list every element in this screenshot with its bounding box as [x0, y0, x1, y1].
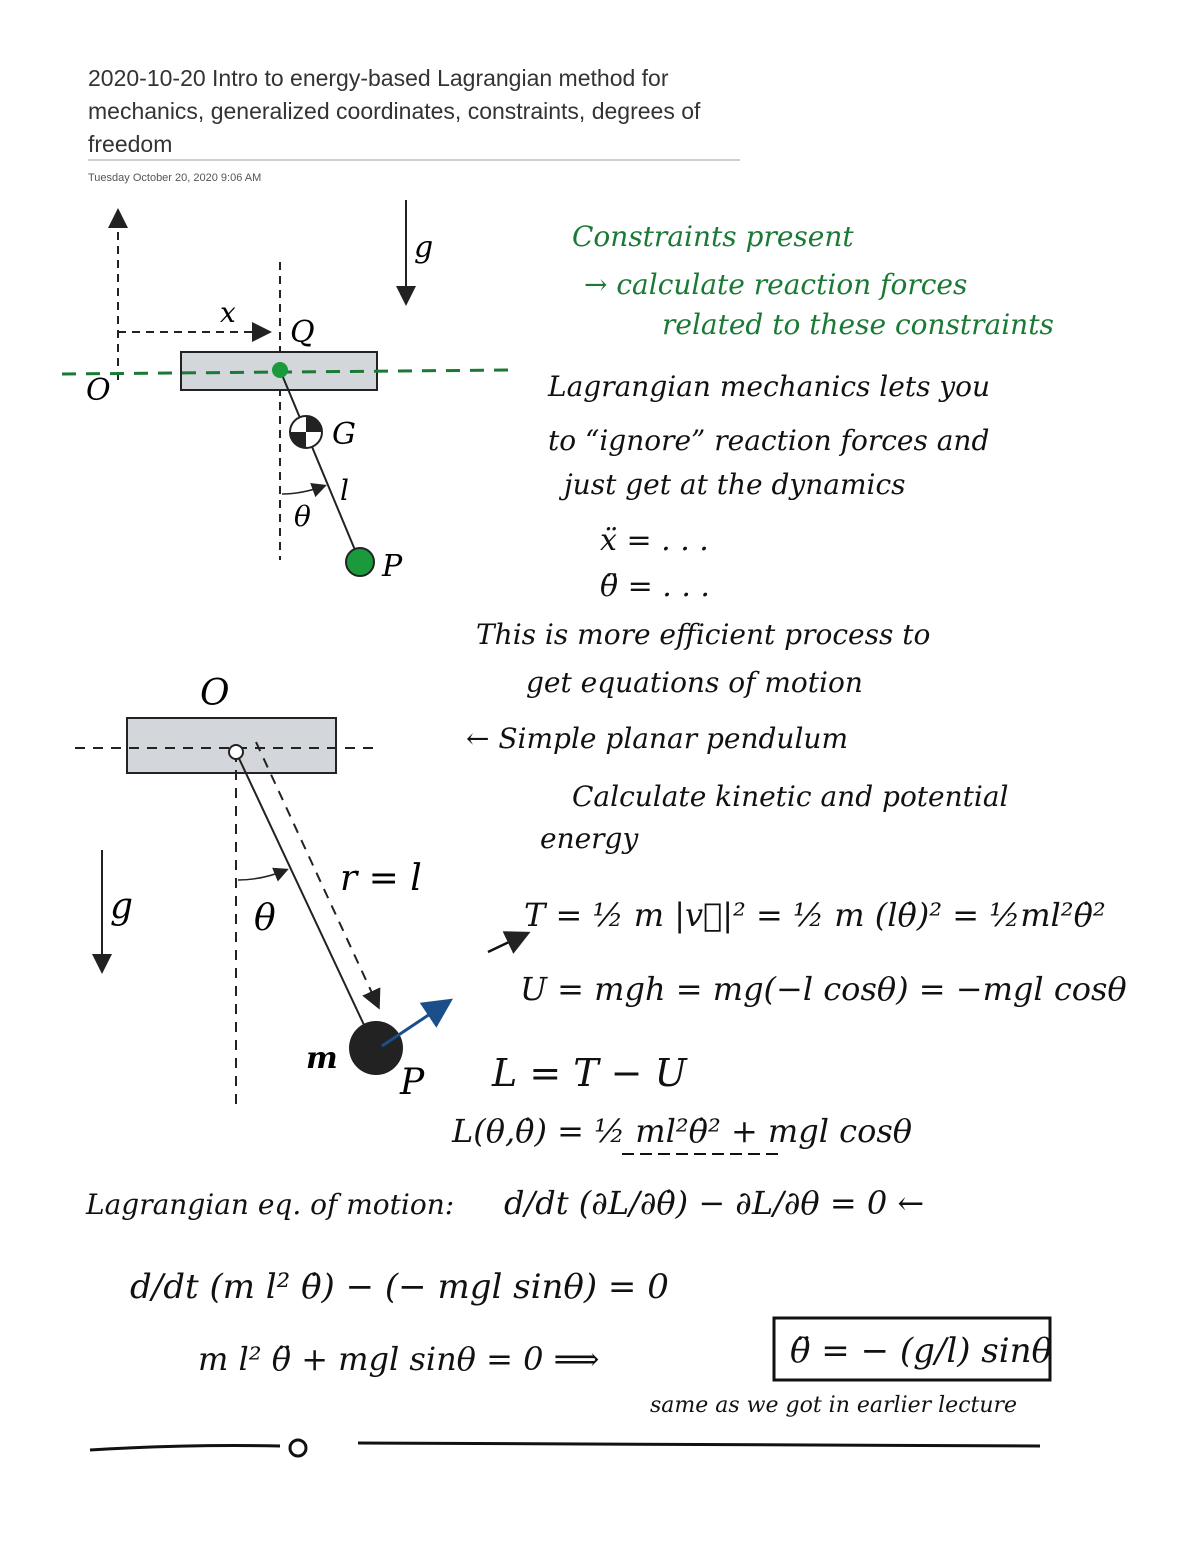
label-P: P	[382, 549, 403, 584]
eq-step2: m l² θ̈ + mgl sinθ = 0 ⟹	[198, 1340, 600, 1378]
eq-lagrangian: L = T − U	[492, 1051, 687, 1095]
pivot-point	[229, 745, 243, 759]
label-theta: θ	[294, 500, 311, 533]
bob-mass	[349, 1021, 403, 1075]
note-lagrangian-3: just get at the dynamics	[564, 468, 906, 501]
velocity-arrow-blue	[382, 1002, 448, 1046]
bottom-stroke-left	[90, 1446, 280, 1451]
label-g-2: g	[110, 886, 134, 927]
notes-constraints	[572, 220, 1054, 341]
note-calc-1: Calculate kinetic and potential	[572, 780, 1009, 813]
eq-step1: d/dt (m l² θ̇) − (− mgl sinθ) = 0	[130, 1267, 669, 1307]
label-m: m	[306, 1041, 338, 1076]
note-constraints-3: related to these constraints	[662, 308, 1054, 341]
pointer-arrow	[488, 934, 526, 952]
note-efficient-1: This is more efficient process to	[476, 618, 931, 651]
eq-result: θ̈ = − (g/l) sinθ	[790, 1331, 1052, 1371]
label-P-2: P	[400, 1062, 425, 1103]
bottom-stroke-circle	[290, 1440, 306, 1456]
eq-kinetic: T = ½ m |v⃗|² = ½ m (lθ̇)² = ½ml²θ̇²	[524, 896, 1106, 934]
center-of-mass-icon	[290, 416, 322, 448]
bottom-stroke-right	[358, 1443, 1040, 1446]
label-O-2: O	[200, 673, 230, 714]
label-r: r = l	[340, 858, 422, 899]
note-calc-2: energy	[540, 822, 639, 855]
label-x: x	[220, 296, 236, 329]
label-g: g	[414, 230, 434, 265]
label-O: O	[86, 373, 111, 408]
page-date: Tuesday October 20, 2020 9:06 AM	[88, 172, 262, 184]
theta-arc-2	[238, 870, 286, 880]
note-thetaddot: θ̈ = . . .	[600, 569, 710, 604]
note-pendulum: ← Simple planar pendulum	[466, 722, 849, 755]
figure-cart-pendulum	[62, 200, 512, 584]
note-xddot: ẍ = . . .	[600, 523, 709, 558]
note-efficient-2: get equations of motion	[526, 666, 863, 699]
page-title: 2020-10-20 Intro to energy-based Lagrangian method for mechanics, generalized coordinates, constraints, degrees of freedom	[88, 65, 701, 157]
pivot-dot	[272, 362, 288, 378]
figure-simple-pendulum	[75, 673, 448, 1106]
pendulum-rod	[280, 370, 360, 562]
note-lagrangian-2: to “ignore” reaction forces and	[548, 424, 990, 457]
eq-euler: d/dt (∂L/∂θ̇) − ∂L/∂θ = 0 ←	[504, 1184, 925, 1222]
eq-potential: U = mgh = mg(−l cosθ) = −mgl cosθ	[520, 970, 1127, 1008]
eq-lagrangian-full: L(θ,θ̇) = ½ ml²θ̇² + mgl cosθ	[452, 1112, 913, 1150]
note-earlier-lecture: same as we got in earlier lecture	[650, 1393, 1018, 1418]
eq-euler-label: Lagrangian eq. of motion:	[86, 1188, 455, 1221]
label-Q: Q	[290, 315, 315, 350]
label-l: l	[340, 474, 349, 507]
notes-lagrangian	[466, 370, 1009, 855]
note-constraints-2: → calculate reaction forces	[584, 268, 968, 301]
note-constraints-1: Constraints present	[572, 220, 854, 253]
notes-equations	[85, 896, 1127, 1456]
theta-arc	[282, 486, 324, 494]
note-lagrangian-1: Lagrangian mechanics lets you	[548, 370, 991, 403]
label-G: G	[332, 417, 356, 452]
label-theta-2: θ	[254, 898, 276, 939]
mass-p-green	[346, 548, 374, 576]
